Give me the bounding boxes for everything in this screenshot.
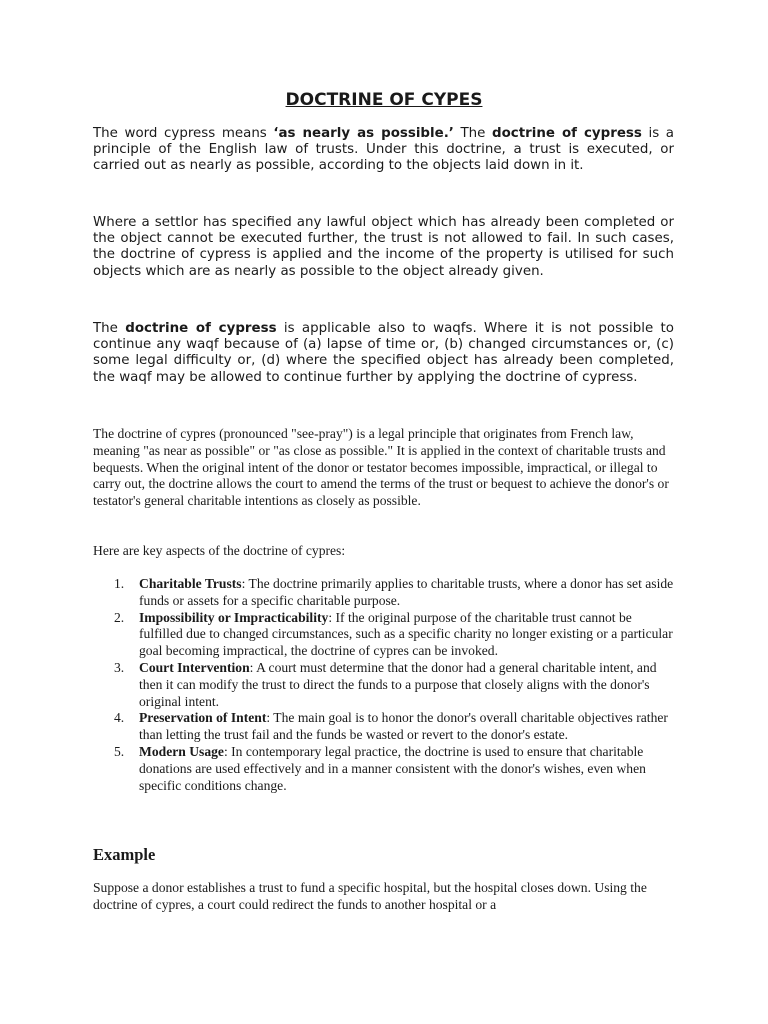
list-text: : A court must determine that the donor had a general charitable intent, and then it can modify the trust to direct the funds to a purpose that closely aligns with the donor's original intent. (139, 659, 657, 709)
list-text: : In contemporary legal practice, the doctrine is used to ensure that charitable donations are used effectively and in a manner consistent with the donor's wishes, even when specific conditions change. (139, 743, 646, 793)
text: The (453, 126, 492, 141)
list-term: Charitable Trusts (139, 576, 242, 591)
list-number: 2. (114, 609, 125, 625)
list-item (93, 610, 678, 660)
key-aspects-list (93, 576, 678, 794)
list-term: Modern Usage (139, 743, 224, 759)
list-number: 3. (114, 659, 125, 675)
list-term: Impossibility or Impracticability (139, 609, 329, 625)
list-term: Court Intervention (139, 659, 250, 675)
text: The word cypress means (93, 126, 274, 141)
paragraph-key-aspects: Here are key aspects of the doctrine of cypres: (93, 543, 346, 558)
document-title: DOCTRINE OF CYPES (285, 90, 483, 110)
list-number: 1. (114, 576, 125, 591)
text: The (93, 321, 126, 336)
text: is a principle of the English law of trusts. Under this doctrine, a trust is executed, or carried out as nearly as possible, according to the objects laid down in it. (93, 126, 674, 174)
list-item (93, 576, 678, 610)
list-item (93, 744, 678, 794)
list-text: : If the original purpose of the charitable trust cannot be fulfilled due to changed circumstances, such as a specific charity no longer existing or a particular goal becoming impractical, the doctrine of cypres can be invoked. (139, 609, 673, 659)
list-number: 5. (114, 743, 125, 759)
bold-phrase: ‘as nearly as possible.’ (273, 126, 454, 141)
list-number: 4. (114, 710, 125, 726)
paragraph-settlor: Where a settlor has specified any lawful object which has already been completed or the object cannot be executed further, the trust is not allowed to fail. In such cases, the doctrine of cypress is applied and the income of the property is utilised for such objects which are as nearly as possible to the object already given. (93, 215, 674, 279)
bold-term: doctrine of cypress (125, 321, 277, 336)
list-term: Preservation of Intent (139, 710, 267, 726)
list-text: : The main goal is to honor the donor's overall charitable objectives rather than letting the trust fail and the funds be wasted or revert to the donor's estate. (139, 710, 668, 743)
paragraph-cypres-intro: The doctrine of cypres (pronounced "see-pray") is a legal principle that originates from French law, meaning "as near as possible" or "as close as possible." It is applied in the context of charitable trusts and bequests. When the original intent of the donor or testator becomes impossible, impractical, or illegal to carry out, the doctrine allows the court to amend the terms of the trust or bequest to achieve the donor's or testator's general charitable intentions as closely as possible. (93, 426, 669, 509)
paragraph-example: Suppose a donor establishes a trust to fund a specific hospital, but the hospital closes down. Using the doctrine of cypres, a court could redirect the funds to another hospital or a (93, 880, 647, 912)
bold-term: doctrine of cypress (492, 126, 642, 141)
text: is applicable also to waqfs. Where it is not possible to continue any waqf because of (a) lapse of time or, (b) changed circumstances or, (c) some legal difficulty or, (d) where the specified object has already been completed, the waqf may be allowed to continue further by applying the doctrine of cypress. (93, 321, 674, 385)
example-heading: Example (93, 845, 156, 864)
paragraph-waqfs (93, 321, 674, 386)
list-text: : The doctrine primarily applies to charitable trusts, where a donor has set aside funds or assets for a specific charitable purpose. (139, 576, 674, 608)
list-item (93, 660, 678, 710)
list-item (93, 710, 678, 744)
paragraph-definition (93, 126, 674, 175)
